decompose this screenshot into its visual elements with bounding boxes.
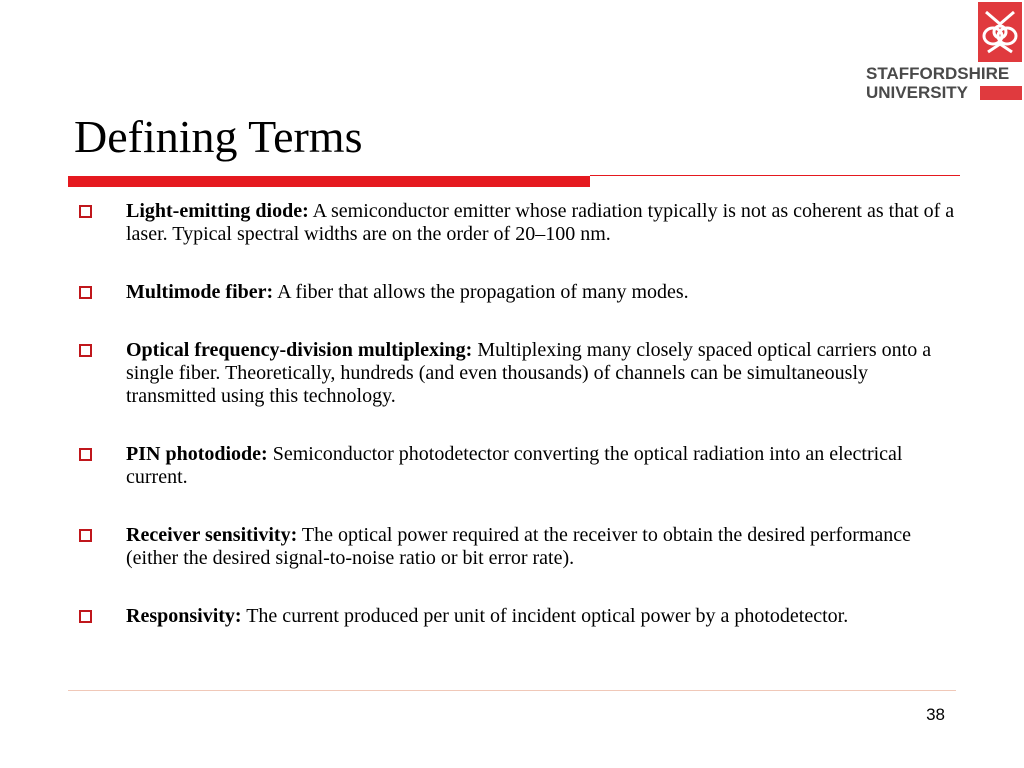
term-name: Optical frequency-division multiplexing: — [126, 339, 473, 361]
term-name: Multimode fiber: — [126, 281, 274, 303]
slide-title: Defining Terms — [74, 111, 363, 162]
staffordshire-university-logo — [866, 2, 1022, 102]
footer-divider — [68, 690, 956, 691]
logo-red-bar — [980, 86, 1022, 100]
square-bullet-icon — [79, 529, 92, 542]
title-underline-thick — [68, 176, 590, 187]
logo-text-staffordshire: STAFFORDSHIRE — [866, 64, 1010, 83]
square-bullet-icon — [79, 344, 92, 357]
square-bullet-icon — [79, 448, 92, 461]
term-name: PIN photodiode: — [126, 443, 268, 465]
staffordshire-knot-icon — [978, 2, 1022, 62]
list-item — [76, 605, 956, 628]
term-name: Receiver sensitivity: — [126, 524, 298, 546]
term-definition: A fiber that allows the propagation of many modes. — [273, 281, 689, 303]
list-item — [76, 524, 956, 570]
square-bullet-icon — [79, 205, 92, 218]
list-item — [76, 443, 956, 489]
title-underline-thin — [590, 175, 960, 176]
square-bullet-icon — [79, 286, 92, 299]
term-definition: Semiconductor photodetector converting the optical radiation into an electrical current. — [126, 443, 903, 488]
page-number: 38 — [926, 705, 945, 724]
term-name: Responsivity: — [126, 605, 242, 627]
term-definition: The optical power required at the receiver to obtain the desired performance (either the desired signal-to-noise ratio or bit error rate). — [126, 524, 912, 569]
term-name: Light-emitting diode: — [126, 200, 309, 222]
term-definition: The current produced per unit of incident optical power by a photodetector. — [241, 605, 849, 627]
square-bullet-icon — [79, 610, 92, 623]
list-item — [76, 281, 956, 304]
list-item — [76, 200, 956, 246]
term-definition: A semiconductor emitter whose radiation typically is not as coherent as that of a laser. Typical spectral widths are on the order of 20–100 nm. — [126, 200, 955, 245]
list-item — [76, 339, 956, 408]
definition-list — [76, 200, 956, 628]
logo-text-university: UNIVERSITY — [866, 83, 969, 102]
term-definition: Multiplexing many closely spaced optical carriers onto a single fiber. Theoretically, hundreds (and even thousands) of channels can be simultaneously transmitted using this technology. — [126, 339, 932, 407]
